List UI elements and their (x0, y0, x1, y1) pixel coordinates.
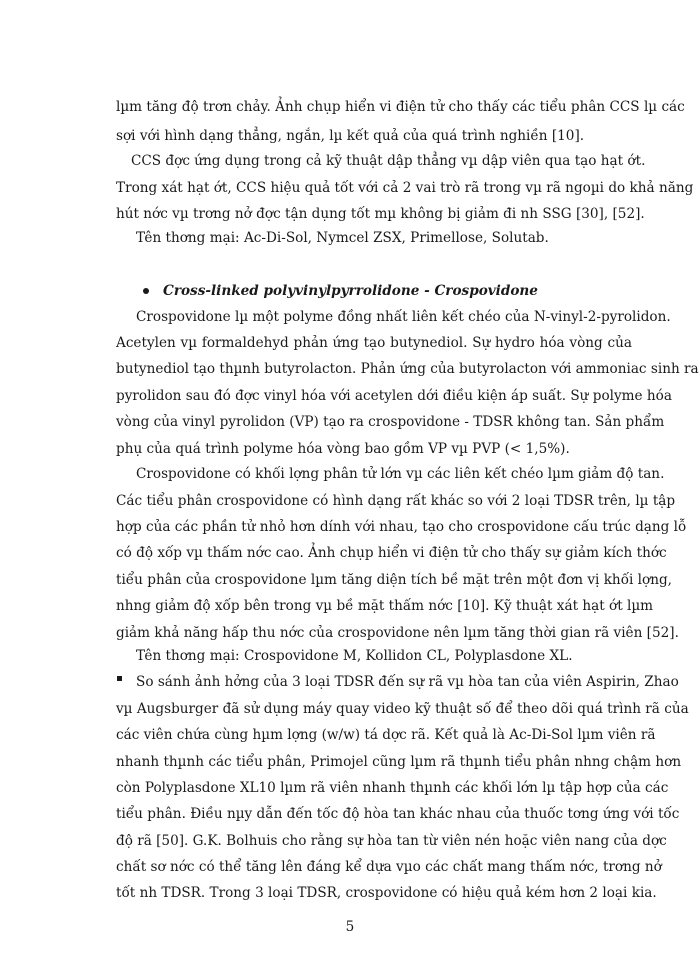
paragraph-1-line: lµm tăng độ trơn chảy. Ảnh chụp hiển vi điện tử cho thấy các tiểu phân CCS lµ các (116, 99, 685, 115)
paragraph-4-line: có độ xốp vµ thấm nớc cao. Ảnh chụp hiển vi điện tử cho thấy sự giảm kích thớc (116, 545, 667, 561)
paragraph-2-line: Trong xát hạt ớt, CCS hiệu quả tốt với cả 2 vai trò rã trong vµ rã ngoµi do khả năng (116, 180, 694, 196)
paragraph-3-line: butynediol tạo thµnh butyrolacton. Phản ứng của butyrolacton với ammoniac sinh ra (116, 361, 699, 377)
paragraph-4-line: Các tiểu phân crospovidone có hình dạng rất khác so với 2 loại TDSR trên, lµ tập (116, 493, 676, 509)
paragraph-3-line: Crospovidone lµ một polyme đồng nhất liên kết chéo của N-vinyl-2-pyrolidon. (136, 309, 671, 325)
paragraph-4-line: Crospovidone có khối lợng phân tử lớn vµ các liên kết chéo lµm giảm độ tan. (136, 466, 665, 482)
paragraph-4-line: hợp của các phần tử nhỏ hơn dính với nhau, tạo cho crospovidone cấu trúc dạng lỗ (116, 519, 687, 535)
paragraph-3-line: pyrolidon sau đó đợc vinyl hóa với acetylen dới điều kiện áp suất. Sự polyme hóa (116, 388, 672, 404)
paragraph-5-line: nhanh thµnh các tiểu phân, Primojel cũng lµm rã thµnh tiểu phân nhng chậm hơn (116, 754, 682, 770)
section-heading: Cross-linked polyvinylpyrrolidone - Crospovidone (163, 283, 538, 299)
bullet-dot-icon (143, 288, 149, 294)
paragraph-1-line: sợi với hình dạng thẳng, ngắn, lµ kết quả của quá trình nghiền [10]. (116, 128, 585, 144)
paragraph-2-line: CCS đợc ứng dụng trong cả kỹ thuật dập thẳng vµ dập viên qua tạo hạt ớt. (131, 153, 646, 169)
paragraph-5-line: các viên chứa cùng hµm lợng (w/w) tá dợc rã. Kết quả là Ac-Di-Sol lµm viên rã (116, 727, 656, 743)
trade-names-1: Tên thơng mại: Ac-Di-Sol, Nymcel ZSX, Primellose, Solutab. (136, 230, 549, 246)
paragraph-5-line: chất sơ nớc có thể tăng lên đáng kể dựa vµo các chất mang thấm nớc, trơng nở (116, 859, 662, 875)
paragraph-2-line: hút nớc vµ trơng nở đợc tận dụng tốt mµ không bị giảm đi nh SSG [30], [52]. (116, 206, 645, 222)
paragraph-5-line: vµ Augsburger đã sử dụng máy quay video kỹ thuật số để theo dõi quá trình rã của (116, 701, 689, 717)
paragraph-4-line: tiểu phân của crospovidone lµm tăng diện tích bề mặt trên một đơn vị khối lợng, (116, 572, 672, 588)
paragraph-4-line: nhng giảm độ xốp bên trong vµ bề mặt thấm nớc [10]. Kỹ thuật xát hạt ớt lµm (116, 598, 654, 614)
page-number: 5 (345, 919, 355, 935)
paragraph-5-line: So sánh ảnh hởng của 3 loại TDSR đến sự rã vµ hòa tan của viên Aspirin, Zhao (136, 674, 679, 690)
paragraph-3-line: Acetylen vµ formaldehyd phản ứng tạo butynediol. Sự hydro hóa vòng của (116, 335, 632, 351)
paragraph-5-line: tiểu phân. Điều nµy dẫn đến tốc độ hòa tan khác nhau của thuốc tơng ứng với tốc (116, 806, 680, 822)
paragraph-5-line: còn Polyplasdone XL10 lµm rã viên nhanh thµnh các khối lớn lµ tập hợp của các (116, 780, 669, 796)
paragraph-5-line: tốt nh TDSR. Trong 3 loại TDSR, crospovidone có hiệu quả kém hơn 2 loại kia. (116, 885, 657, 901)
bullet-square-icon (117, 676, 122, 681)
paragraph-3-line: vòng của vinyl pyrolidon (VP) tạo ra crospovidone - TDSR không tan. Sản phẩm (116, 414, 665, 430)
trade-names-2: Tên thơng mại: Crospovidone M, Kollidon CL, Polyplasdone XL. (136, 648, 573, 664)
paragraph-5-line: độ rã [50]. G.K. Bolhuis cho rằng sự hòa tan từ viên nén hoặc viên nang của dợc (116, 833, 667, 849)
paragraph-3-line: phụ của quá trình polyme hóa vòng bao gồm VP vµ PVP (< 1,5%). (116, 441, 570, 457)
paragraph-4-line: giảm khả năng hấp thu nớc của crospovidone nên lµm tăng thời gian rã viên [52]. (116, 625, 679, 641)
